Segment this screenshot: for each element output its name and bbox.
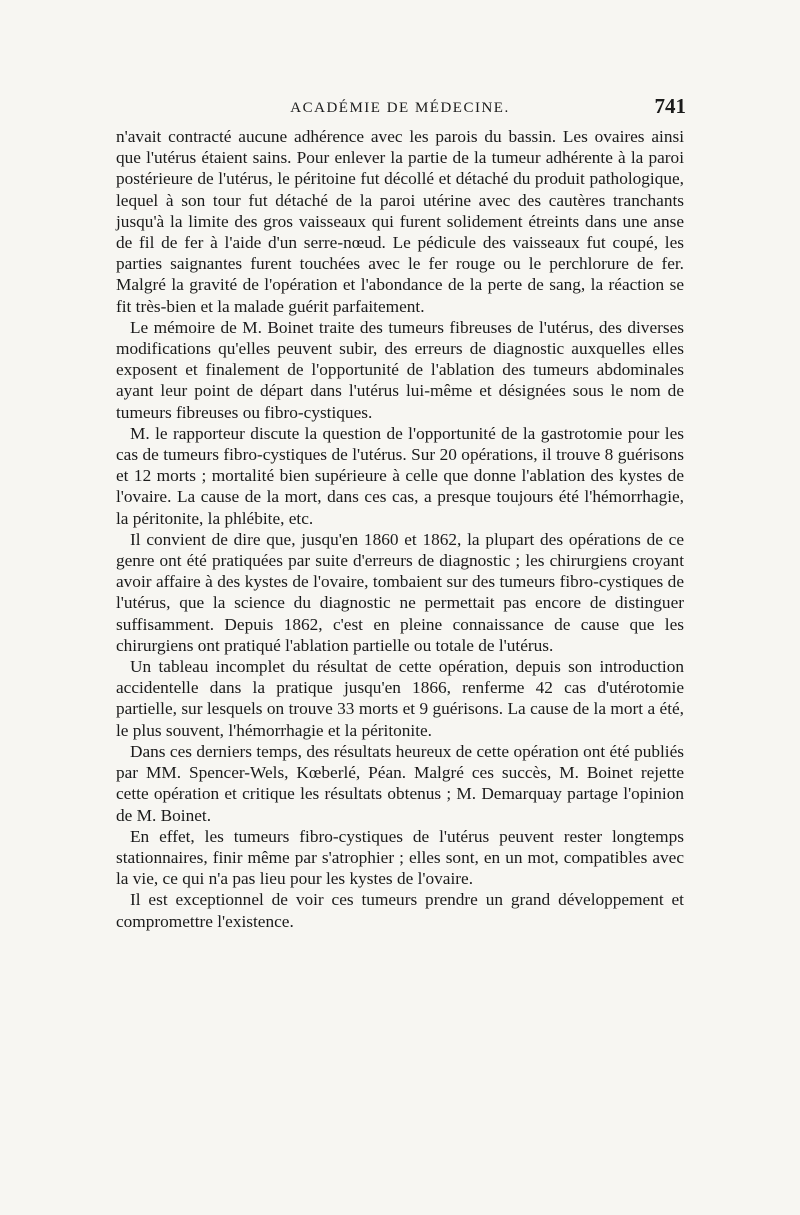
header-title: ACADÉMIE DE MÉDECINE. — [290, 100, 510, 116]
paragraph: Un tableau incomplet du résultat de cette opération, depuis son introduction accidentelle dans la pratique jusqu'en 1866, renferme 42 cas d'utérotomie partielle, sur lesquels on trouve 33 morts et 9 guérisons. La cause de la mort a été, le plus souvent, l'hémorrhagie et la péritonite. — [116, 657, 684, 740]
paragraph: Le mémoire de M. Boinet traite des tumeurs fibreuses de l'utérus, des diverses modifications qu'elles peuvent subir, des erreurs de diagnostic auxquelles elles exposent et finalement de l'opportunité de l'ablation des tumeurs abdominales ayant leur point de départ dans l'utérus lui-même et désignées sous le nom de tumeurs fibreuses ou fibro-cystiques. — [116, 317, 684, 422]
paragraph: Il est exceptionnel de voir ces tumeurs prendre un grand développement et compromettre l'existence. — [116, 890, 684, 931]
running-header — [116, 92, 684, 120]
body-text — [116, 126, 684, 932]
paragraph: Il convient de dire que, jusqu'en 1860 et 1862, la plupart des opérations de ce genre ont été pratiquées par suite d'erreurs de diagnostic ; les chirurgiens croyant avoir affaire à des kystes de l'ovaire, tombaient sur des tumeurs fibro-cystiques de l'utérus, que la science du diagnostic ne permettait pas encore de distinguer suffisamment. Depuis 1862, c'est en pleine connaissance de cause que les chirurgiens ont pratiqué l'ablation partielle ou totale de l'utérus. — [116, 529, 684, 655]
document-page — [116, 92, 684, 932]
paragraph-continuation: n'avait contracté aucune adhérence avec les parois du bassin. Les ovaires ainsi que l'utérus étaient sains. Pour enlever la partie de la tumeur adhérente à la paroi postérieure de l'utérus, le péritoine fut décollé et détaché du produit pathologique, lequel à son tour fut détaché de la paroi utérine avec des cautères tranchants jusqu'à la limite des gros vaisseaux qui furent solidement étreints dans une anse de fil de fer à l'aide d'un serre-nœud. Le pédicule des vaisseaux fut coupé, les parties saignantes furent touchées avec le fer rouge ou le perchlorure de fer. Malgré la gravité de l'opération et l'abondance de la perte de sang, la réaction se fit très-bien et la malade guérit parfaitement. — [116, 127, 684, 316]
paragraph: Dans ces derniers temps, des résultats heureux de cette opération ont été publiés par MM. Spencer-Wels, Kœberlé, Péan. Malgré ces succès, M. Boinet rejette cette opération et critique les résultats obtenus ; M. Demarquay partage l'opinion de M. Boinet. — [116, 741, 684, 825]
paragraph: M. le rapporteur discute la question de l'opportunité de la gastrotomie pour les cas de tumeurs fibro-cystiques de l'utérus. Sur 20 opérations, il trouve 8 guérisons et 12 morts ; mortalité bien supérieure à celle que donne l'ablation des kystes de l'ovaire. La cause de la mort, dans ces cas, a presque toujours été l'hémorrhagie, la péritonite, la phlébite, etc. — [116, 423, 684, 528]
paragraph: En effet, les tumeurs fibro-cystiques de l'utérus peuvent rester longtemps stationnaires, finir même par s'atrophier ; elles sont, en un mot, compatibles avec la vie, ce qui n'a pas lieu pour les kystes de l'ovaire. — [116, 826, 684, 889]
page-number: 741 — [654, 94, 686, 118]
